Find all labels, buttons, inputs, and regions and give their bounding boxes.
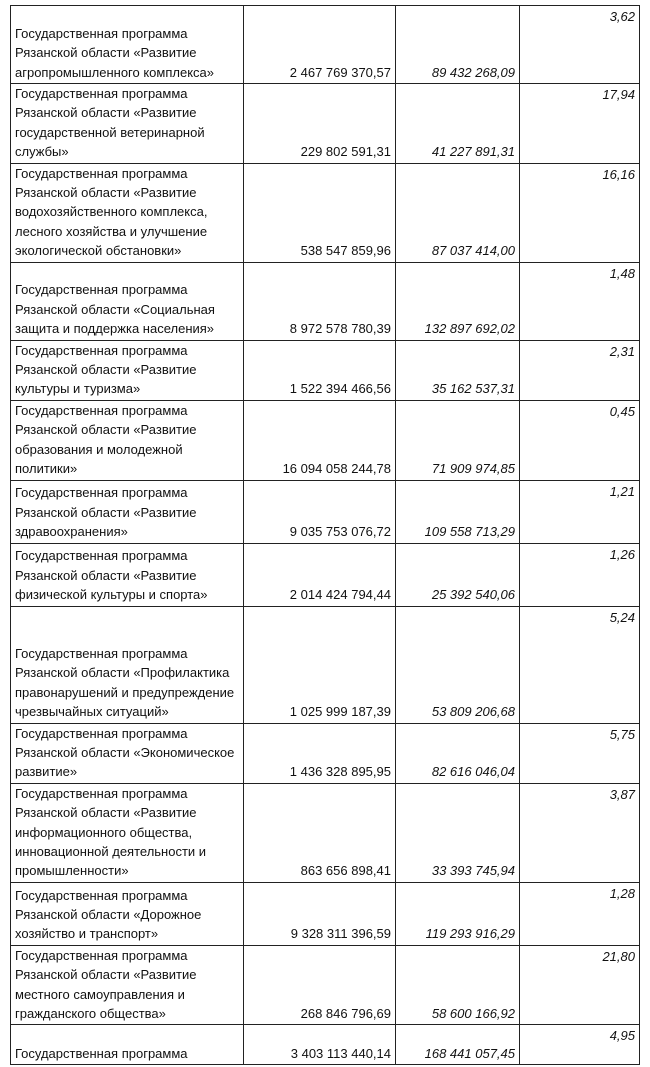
percent-cell: 3,87 xyxy=(520,783,640,882)
table-row xyxy=(11,882,640,945)
program-name-cell: Государственная программа Рязанской области «Развитие информационного общества, инновационной деятельности и промышленности» xyxy=(11,783,244,882)
table-row xyxy=(11,400,640,480)
table-body xyxy=(11,6,640,1065)
percent-cell: 0,45 xyxy=(520,400,640,480)
percent-cell: 3,62 xyxy=(520,6,640,84)
program-name-cell: Государственная программа Рязанской области «Развитие образования и молодежной политики» xyxy=(11,400,244,480)
amount-cell: 109 558 713,29 xyxy=(396,480,520,543)
table-row xyxy=(11,783,640,882)
amount-cell: 53 809 206,68 xyxy=(396,606,520,723)
program-name-cell: Государственная программа Рязанской области «Развитие государственной ветеринарной службы» xyxy=(11,84,244,164)
percent-cell: 1,26 xyxy=(520,543,640,606)
table-row xyxy=(11,543,640,606)
total-amount-cell: 9 328 311 396,59 xyxy=(244,882,396,945)
program-name-cell: Государственная программа Рязанской области «Социальная защита и поддержка населения» xyxy=(11,262,244,340)
amount-cell: 41 227 891,31 xyxy=(396,84,520,164)
program-name-cell: Государственная программа Рязанской области «Развитие здравоохранения» xyxy=(11,480,244,543)
percent-cell: 16,16 xyxy=(520,163,640,262)
program-name-cell: Государственная программа Рязанской области «Дорожное хозяйство и транспорт» xyxy=(11,882,244,945)
amount-cell: 89 432 268,09 xyxy=(396,6,520,84)
percent-cell: 1,28 xyxy=(520,882,640,945)
program-name-cell: Государственная программа Рязанской области «Развитие физической культуры и спорта» xyxy=(11,543,244,606)
total-amount-cell: 229 802 591,31 xyxy=(244,84,396,164)
percent-cell: 1,48 xyxy=(520,262,640,340)
table-row xyxy=(11,6,640,84)
program-name-cell: Государственная программа Рязанской области «Развитие агропромышленного комплекса» xyxy=(11,6,244,84)
percent-cell: 2,31 xyxy=(520,340,640,400)
table-row xyxy=(11,340,640,400)
table-row xyxy=(11,84,640,164)
amount-cell: 87 037 414,00 xyxy=(396,163,520,262)
total-amount-cell: 268 846 796,69 xyxy=(244,945,396,1025)
table-row xyxy=(11,163,640,262)
amount-cell: 25 392 540,06 xyxy=(396,543,520,606)
program-name-cell: Государственная программа Рязанской области «Развитие культуры и туризма» xyxy=(11,340,244,400)
total-amount-cell: 2 467 769 370,57 xyxy=(244,6,396,84)
programs-table xyxy=(10,5,640,1065)
amount-cell: 119 293 916,29 xyxy=(396,882,520,945)
total-amount-cell: 1 522 394 466,56 xyxy=(244,340,396,400)
percent-cell: 4,95 xyxy=(520,1025,640,1065)
percent-cell: 5,75 xyxy=(520,723,640,783)
amount-cell: 71 909 974,85 xyxy=(396,400,520,480)
amount-cell: 168 441 057,45 xyxy=(396,1025,520,1065)
total-amount-cell: 538 547 859,96 xyxy=(244,163,396,262)
program-name-cell: Государственная программа Рязанской области «Развитие местного самоуправления и гражданского общества» xyxy=(11,945,244,1025)
table-row xyxy=(11,945,640,1025)
total-amount-cell: 16 094 058 244,78 xyxy=(244,400,396,480)
percent-cell: 5,24 xyxy=(520,606,640,723)
total-amount-cell: 9 035 753 076,72 xyxy=(244,480,396,543)
program-name-cell: Государственная программа Рязанской области «Экономическое развитие» xyxy=(11,723,244,783)
total-amount-cell: 1 025 999 187,39 xyxy=(244,606,396,723)
amount-cell: 35 162 537,31 xyxy=(396,340,520,400)
table-row xyxy=(11,1025,640,1065)
percent-cell: 1,21 xyxy=(520,480,640,543)
amount-cell: 33 393 745,94 xyxy=(396,783,520,882)
program-name-cell: Государственная программа Рязанской области «Развитие водохозяйственного комплекса, лесного хозяйства и улучшение экологической обстановки» xyxy=(11,163,244,262)
table-row xyxy=(11,723,640,783)
table-row xyxy=(11,262,640,340)
amount-cell: 82 616 046,04 xyxy=(396,723,520,783)
total-amount-cell: 8 972 578 780,39 xyxy=(244,262,396,340)
table-row xyxy=(11,606,640,723)
amount-cell: 132 897 692,02 xyxy=(396,262,520,340)
program-name-cell: Государственная программа Рязанской области «Профилактика правонарушений и предупреждение чрезвычайных ситуаций» xyxy=(11,606,244,723)
total-amount-cell: 863 656 898,41 xyxy=(244,783,396,882)
total-amount-cell: 3 403 113 440,14 xyxy=(244,1025,396,1065)
total-amount-cell: 2 014 424 794,44 xyxy=(244,543,396,606)
table-row xyxy=(11,480,640,543)
amount-cell: 58 600 166,92 xyxy=(396,945,520,1025)
percent-cell: 17,94 xyxy=(520,84,640,164)
percent-cell: 21,80 xyxy=(520,945,640,1025)
program-name-cell: Государственная программа xyxy=(11,1025,244,1065)
total-amount-cell: 1 436 328 895,95 xyxy=(244,723,396,783)
